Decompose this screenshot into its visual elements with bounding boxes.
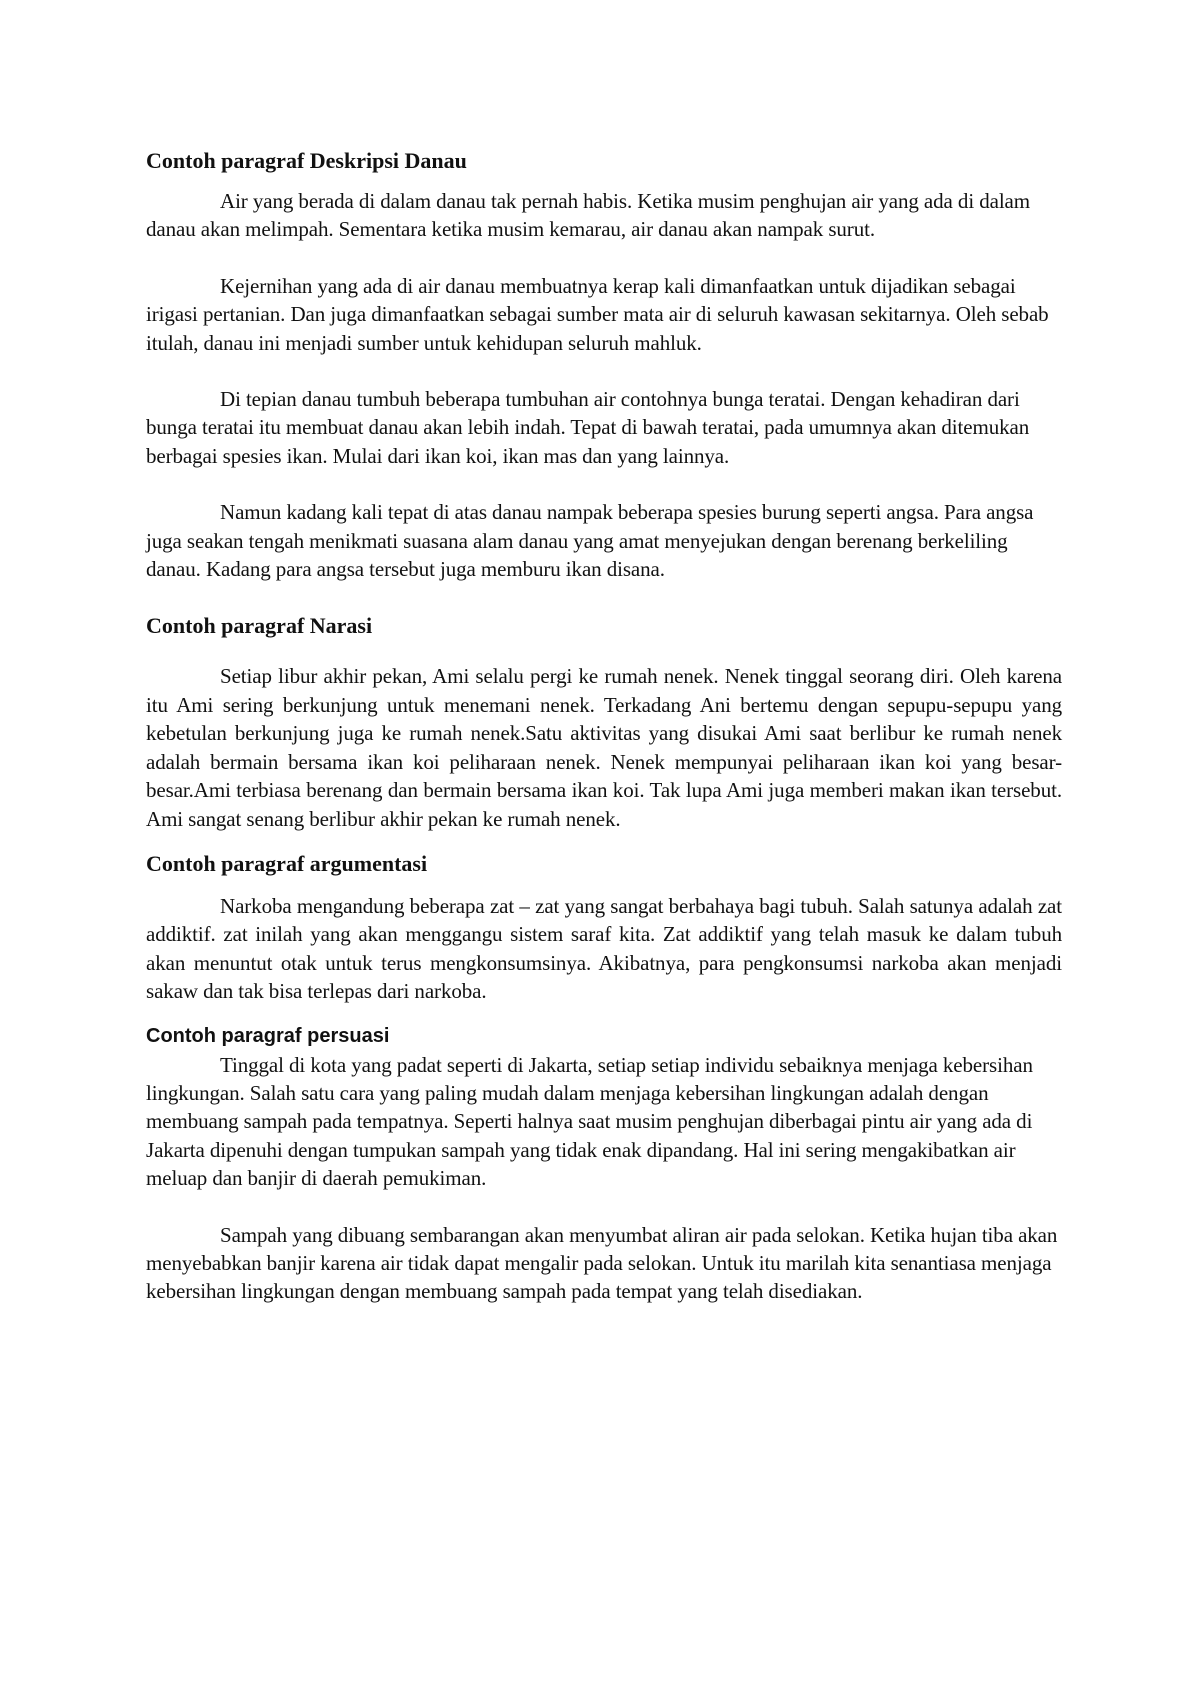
- paragraph: Di tepian danau tumbuh beberapa tumbuhan air contohnya bunga teratai. Dengan kehadiran dari bunga teratai itu membuat danau akan lebih indah. Tepat di bawah teratai, pada umumnya akan ditemukan berbagai spesies ikan. Mulai dari ikan koi, ikan mas dan yang lainnya.: [146, 387, 1030, 468]
- section-argumentasi: [146, 849, 1062, 1006]
- paragraph: Air yang berada di dalam danau tak pernah habis. Ketika musim penghujan air yang ada di dalam danau akan melimpah. Sementara ketika musim kemarau, air danau akan nampak surut.: [146, 189, 1031, 242]
- section-heading: Contoh paragraf argumentasi: [146, 850, 428, 876]
- paragraph: Tinggal di kota yang padat seperti di Jakarta, setiap setiap individu sebaiknya menjaga kebersihan lingkungan. Salah satu cara yang paling mudah dalam menjaga kebersihan lingkungan adalah dengan membuang sampah pada tempatnya. Seperti halnya saat musim penghujan diberbagai pintu air yang ada di Jakarta dipenuhi dengan tumpukan sampah yang tidak enak dipandang. Hal ini sering mengakibatkan air meluap dan banjir di daerah pemukiman.: [146, 1052, 1033, 1191]
- section-narasi: [146, 611, 1062, 832]
- paragraph: Sampah yang dibuang sembarangan akan menyumbat aliran air pada selokan. Ketika hujan tiba akan menyebabkan banjir karena air tidak dapat mengalir pada selokan. Untuk itu marilah kita senantiasa menjaga kebersihan lingkungan dengan membuang sampah pada tempat yang telah disediakan.: [146, 1222, 1058, 1304]
- paragraph: Setiap libur akhir pekan, Ami selalu pergi ke rumah nenek. Nenek tinggal seorang diri. Oleh karena itu Ami sering berkunjung untuk menemani nenek. Terkadang Ani bertemu dengan sepupu-sepupu yang kebetulan berkunjung juga ke rumah nenek.Satu aktivitas yang disukai Ami saat berlibur ke rumah nenek adalah bermain bersama ikan koi peliharaan nenek. Nenek mempunyai peliharaan ikan koi yang besar-besar.Ami terbiasa berenang dan bermain bersama ikan koi. Tak lupa Ami juga memberi makan ikan tersebut. Ami sangat senang berlibur akhir pekan ke rumah nenek.: [146, 664, 1062, 831]
- section-persuasi: [146, 1022, 1062, 1306]
- section-heading: Contoh paragraf persuasi: [146, 1024, 390, 1047]
- section-heading: Contoh paragraf Narasi: [146, 613, 373, 639]
- paragraph: Narkoba mengandung beberapa zat – zat yang sangat berbahaya bagi tubuh. Salah satunya adalah zat addiktif. zat inilah yang akan menggangu sistem saraf kita. Zat addiktif yang telah masuk ke dalam tubuh akan menuntut otak untuk terus mengkonsumsinya. Akibatnya, para pengkonsumsi narkoba akan menjadi sakaw dan tak bisa terlepas dari narkoba.: [146, 893, 1062, 1004]
- paragraph: Kejernihan yang ada di air danau membuatnya kerap kali dimanfaatkan untuk dijadikan sebagai irigasi pertanian. Dan juga dimanfaatkan sebagai sumber mata air di seluruh kawasan sekitarnya. Oleh sebab itulah, danau ini menjadi sumber untuk kehidupan seluruh mahluk.: [146, 273, 1049, 355]
- section-heading: Contoh paragraf Deskripsi Danau: [146, 148, 467, 173]
- document-page: [146, 146, 1062, 1334]
- paragraph: Namun kadang kali tepat di atas danau nampak beberapa spesies burung seperti angsa. Para angsa juga seakan tengah menikmati suasana alam danau yang amat menyejukan dengan berenang berkeliling danau. Kadang para angsa tersebut juga memburu ikan disana.: [146, 500, 1034, 582]
- section-deskripsi: [146, 146, 1062, 583]
